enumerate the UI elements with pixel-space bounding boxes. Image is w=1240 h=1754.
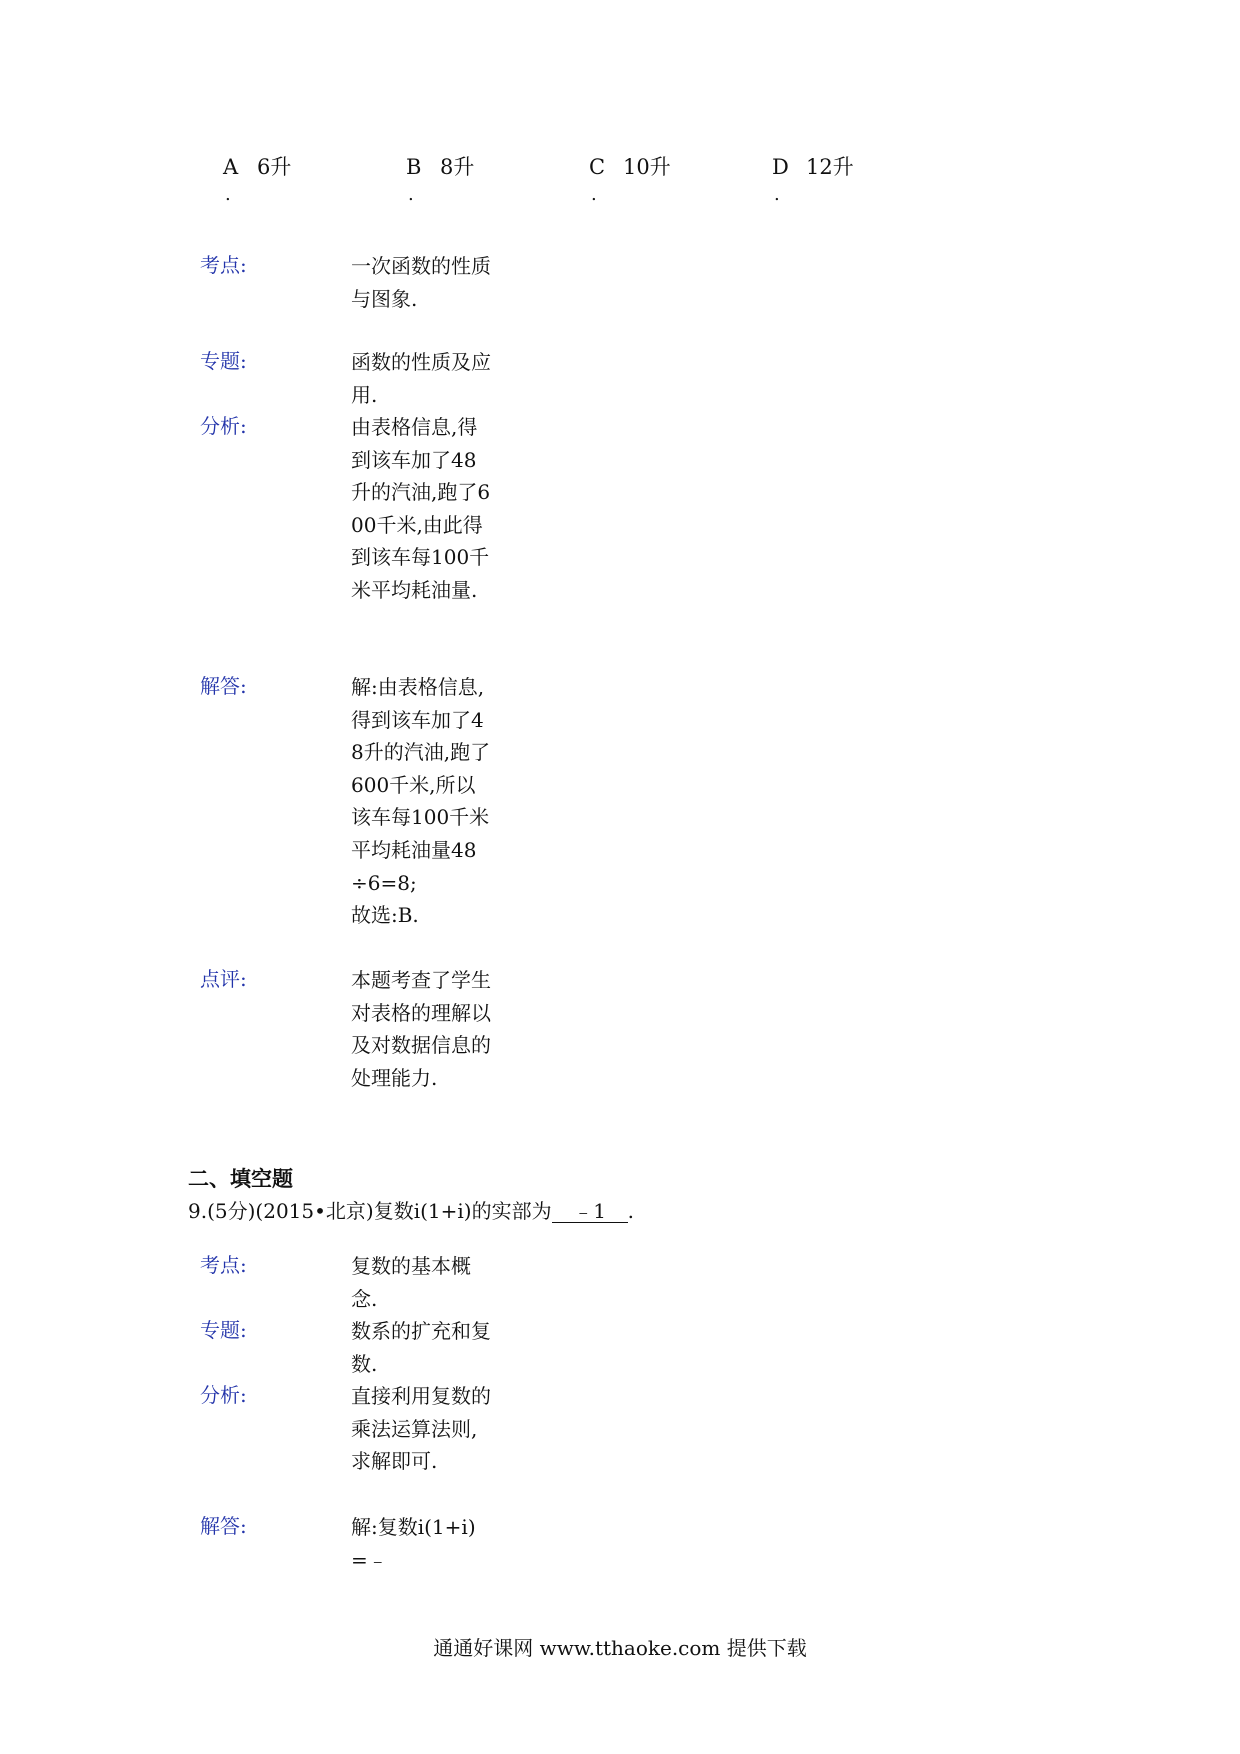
- q9-stem: [188, 1196, 634, 1226]
- q9-stem-text: 9.(5分)(2015•北京)复数i(1+i)的实部为: [188, 1199, 552, 1223]
- option-a: [223, 152, 292, 205]
- q9-kaodian-label: 考点:: [200, 1253, 247, 1277]
- q9-kaodian-text: 复数的基本概念.: [351, 1254, 471, 1311]
- q8-fenxi-text: 由表格信息,得到该车加了48升的汽油,跑了600千米,由此得到该车每100千米平均耗油量.: [351, 415, 491, 602]
- q9-zhuanti-label: 专题:: [200, 1318, 247, 1342]
- option-d: [772, 152, 854, 205]
- q8-jieda-text: 解:由表格信息,得到该车加了48升的汽油,跑了600千米,所以该车每100千米平均耗油量48÷6=8; 故选:B.: [351, 675, 491, 928]
- q8-fenxi-label: 分析:: [200, 414, 247, 438]
- option-value: 6升: [257, 155, 292, 179]
- page-footer: 通通好课网 www.tthaoke.com 提供下载: [433, 1636, 807, 1660]
- q8-dianping-text: 本题考查了学生对表格的理解以及对数据信息的处理能力.: [351, 968, 491, 1090]
- option-letter: A: [223, 155, 239, 179]
- section-title: 二、填空题: [188, 1166, 293, 1191]
- q9-jieda-text: 解:复数i(1+i)=﹣: [351, 1515, 476, 1572]
- q9-stem-end: .: [627, 1199, 634, 1223]
- option-dot: .: [591, 184, 597, 205]
- q9-fenxi-label: 分析:: [200, 1383, 247, 1407]
- q8-kaodian-text: 一次函数的性质与图象.: [351, 254, 491, 311]
- q8-kaodian-label: 考点:: [200, 253, 247, 277]
- option-dot: .: [774, 184, 780, 205]
- option-value: 10升: [623, 155, 671, 179]
- q9-fenxi-text: 直接利用复数的乘法运算法则,求解即可.: [351, 1384, 491, 1474]
- q9-answer-blank: ﹣1: [552, 1200, 628, 1223]
- q8-dianping-label: 点评:: [200, 967, 247, 991]
- option-c: [589, 152, 671, 205]
- q9-jieda-label: 解答:: [200, 1514, 247, 1538]
- option-letter: B: [406, 155, 422, 179]
- option-dot: .: [225, 184, 231, 205]
- q8-jieda-label: 解答:: [200, 674, 247, 698]
- option-b: [406, 152, 475, 205]
- q9-zhuanti-text: 数系的扩充和复数.: [351, 1319, 491, 1376]
- option-value: 12升: [806, 155, 854, 179]
- option-letter: C: [589, 155, 606, 179]
- option-value: 8升: [440, 155, 475, 179]
- q8-zhuanti-label: 专题:: [200, 349, 247, 373]
- option-letter: D: [772, 155, 789, 179]
- q8-zhuanti-text: 函数的性质及应用.: [351, 350, 491, 407]
- option-dot: .: [408, 184, 414, 205]
